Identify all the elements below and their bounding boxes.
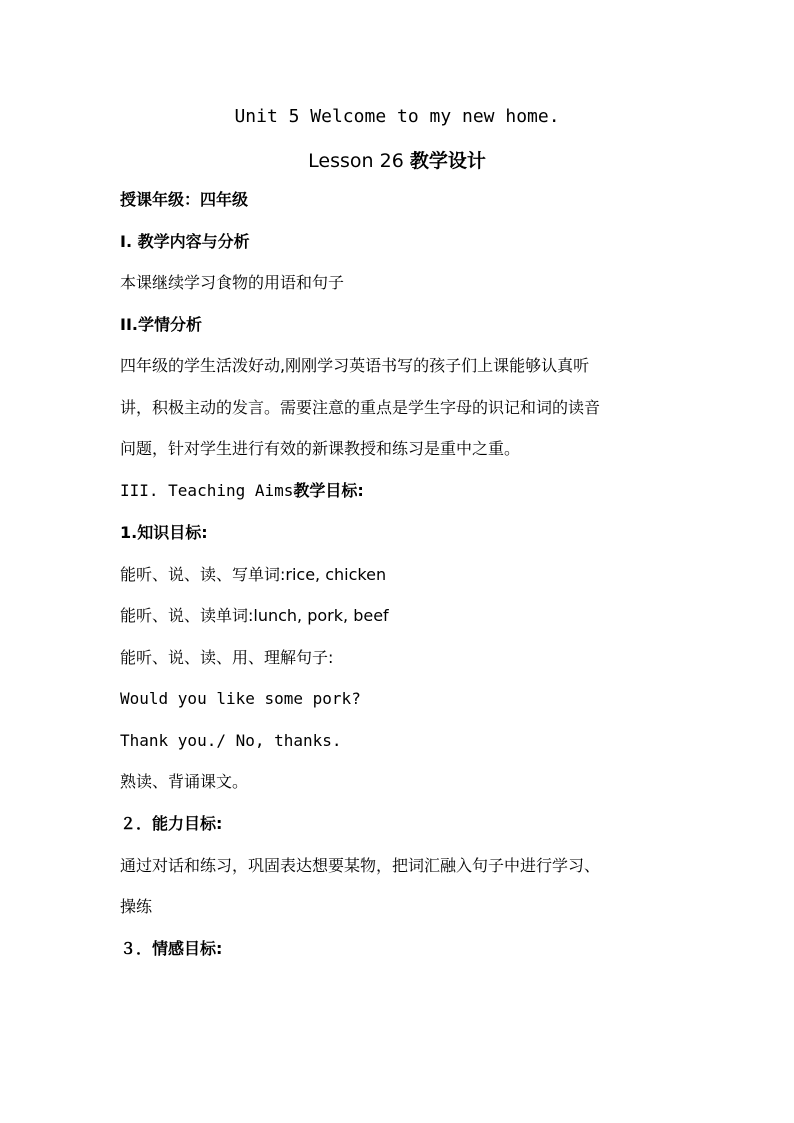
section2-heading: II.学情分析 <box>120 315 202 334</box>
section1-heading: I. 教学内容与分析 <box>120 232 250 251</box>
section2-line2: 讲，积极主动的发言。需要注意的重点是学生字母的识记和词的读音 <box>120 398 601 417</box>
knowledge-sentence1: Would you like some pork? <box>120 689 361 708</box>
knowledge-line4: 熟读、背诵课文。 <box>120 772 249 791</box>
knowledge-sentence2: Thank you./ No, thanks. <box>120 731 342 750</box>
grade-line: 授课年级：四年级 <box>120 190 249 209</box>
knowledge-line2: 能听、说、读单词:lunch, pork, beef <box>120 606 389 625</box>
ability-heading: ２．能力目标: <box>120 814 223 833</box>
section2-line3: 问题，针对学生进行有效的新课教授和练习是重中之重。 <box>120 439 521 458</box>
unit-title: Unit 5 Welcome to my new home. <box>234 106 560 127</box>
section2-line1: 四年级的学生活泼好动,刚刚学习英语书写的孩子们上课能够认真听 <box>120 356 590 375</box>
knowledge-heading: 1.知识目标: <box>120 523 208 542</box>
section3-heading-en: III. Teaching Aims <box>120 481 294 500</box>
knowledge-line3: 能听、说、读、用、理解句子: <box>120 648 334 667</box>
lesson-title-en: Lesson 26 <box>308 150 410 172</box>
ability-line1: 通过对话和练习，巩固表达想要某物，把词汇融入句子中进行学习、 <box>120 856 601 875</box>
section3-heading-cn: 教学目标: <box>293 481 364 500</box>
knowledge-line1: 能听、说、读、写单词:rice, chicken <box>120 565 387 584</box>
lesson-title-cn: 教学设计 <box>409 150 486 172</box>
section1-text: 本课继续学习食物的用语和句子 <box>120 273 345 292</box>
section3-heading <box>120 481 364 501</box>
emotion-heading: ３．情感目标: <box>120 939 223 958</box>
ability-line2: 操练 <box>120 897 153 916</box>
lesson-title <box>0 146 794 173</box>
